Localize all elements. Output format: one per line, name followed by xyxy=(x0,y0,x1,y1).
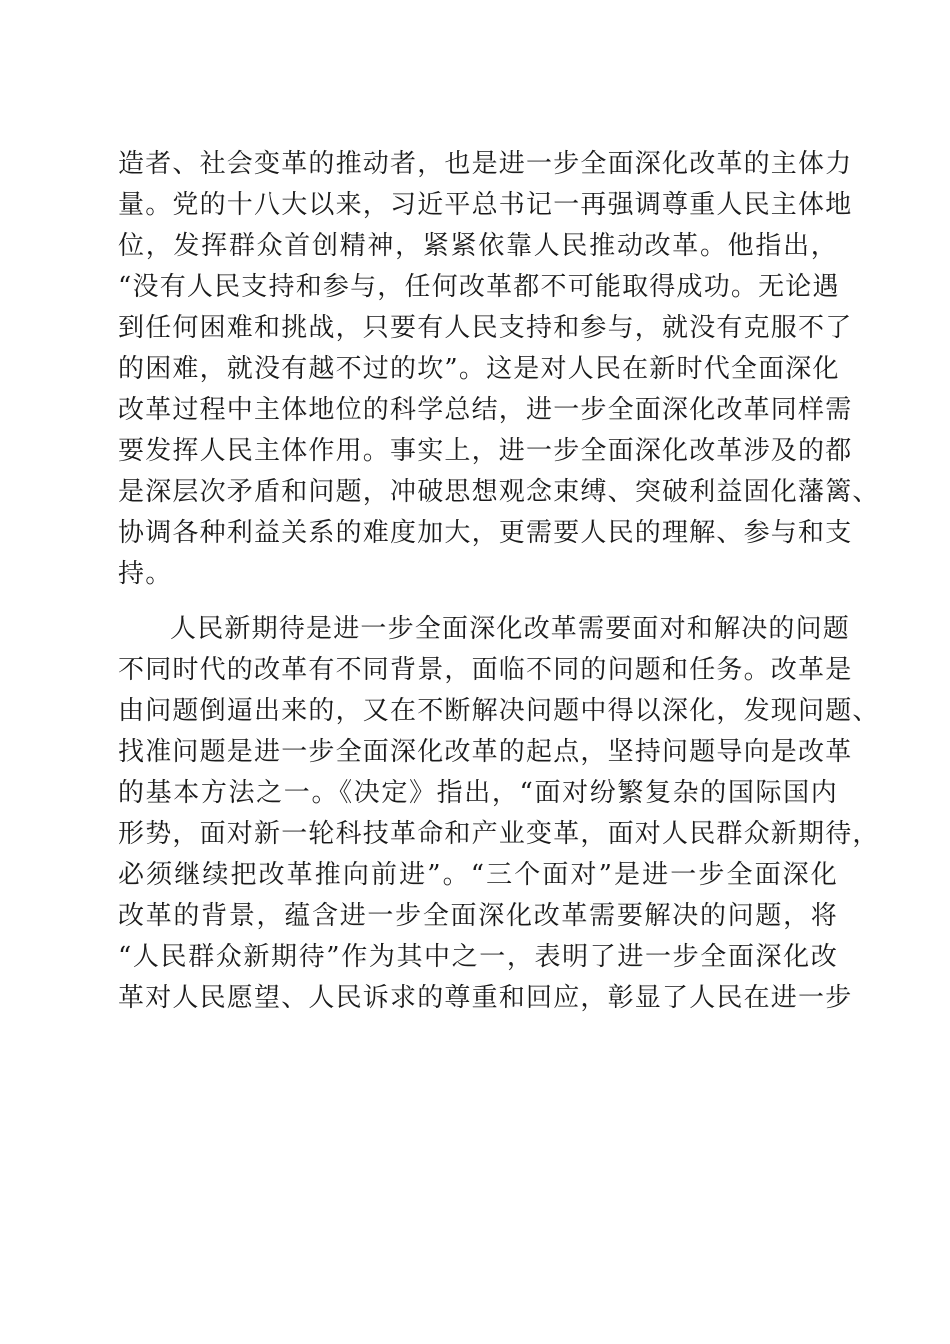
text-line: 是深层次矛盾和问题，冲破思想观念束缚、突破利益固化藩篱、 xyxy=(118,477,880,507)
text-line: 造者、社会变革的推动者，也是进一步全面深化改革的主体力 xyxy=(118,149,853,179)
text-line: 革对人民愿望、人民诉求的尊重和回应，彰显了人民在进一步 xyxy=(118,983,853,1013)
text-line: 要发挥人民主体作用。事实上，进一步全面深化改革涉及的都 xyxy=(118,436,853,466)
text-line: 位，发挥群众首创精神，紧紧依靠人民推动改革。他指出， xyxy=(118,231,838,261)
text-line: 改革过程中主体地位的科学总结，进一步全面深化改革同样需 xyxy=(118,395,853,425)
text-line: 持。 xyxy=(118,559,173,589)
text-line: 形势，面对新一轮科技革命和产业变革，面对人民群众新期待， xyxy=(118,819,880,849)
paragraph-gap xyxy=(118,595,838,609)
text-line: “没有人民支持和参与，任何改革都不可能取得成功。无论遇 xyxy=(118,272,840,302)
text-line: 到任何困难和挑战，只要有人民支持和参与，就没有克服不了 xyxy=(118,313,853,343)
text-line: 找准问题是进一步全面深化改革的起点，坚持问题导向是改革 xyxy=(118,737,853,767)
text-line: 由问题倒逼出来的，又在不断解决问题中得以深化，发现问题、 xyxy=(118,696,880,726)
text-line: 协调各种利益关系的难度加大，更需要人民的理解、参与和支 xyxy=(118,518,853,548)
text-line: 必须继续把改革推向前进”。“三个面对”是进一步全面深化 xyxy=(118,860,838,890)
text-line: 量。党的十八大以来，习近平总书记一再强调尊重人民主体地 xyxy=(118,190,853,220)
text-line: “人民群众新期待”作为其中之一，表明了进一步全面深化改 xyxy=(118,942,838,972)
text-line: 的基本方法之一。《决定》指出，“面对纷繁复杂的国际国内 xyxy=(118,778,838,808)
body-text xyxy=(118,144,880,1019)
text-line: 不同时代的改革有不同背景，面临不同的问题和任务。改革是 xyxy=(118,655,853,685)
text-line: 的困难，就没有越不过的坎”。这是对人民在新时代全面深化 xyxy=(118,354,840,384)
section-heading: 人民新期待是进一步全面深化改革需要面对和解决的问题 xyxy=(170,614,851,644)
text-line: 改革的背景，蕴含进一步全面深化改革需要解决的问题，将 xyxy=(118,901,838,931)
